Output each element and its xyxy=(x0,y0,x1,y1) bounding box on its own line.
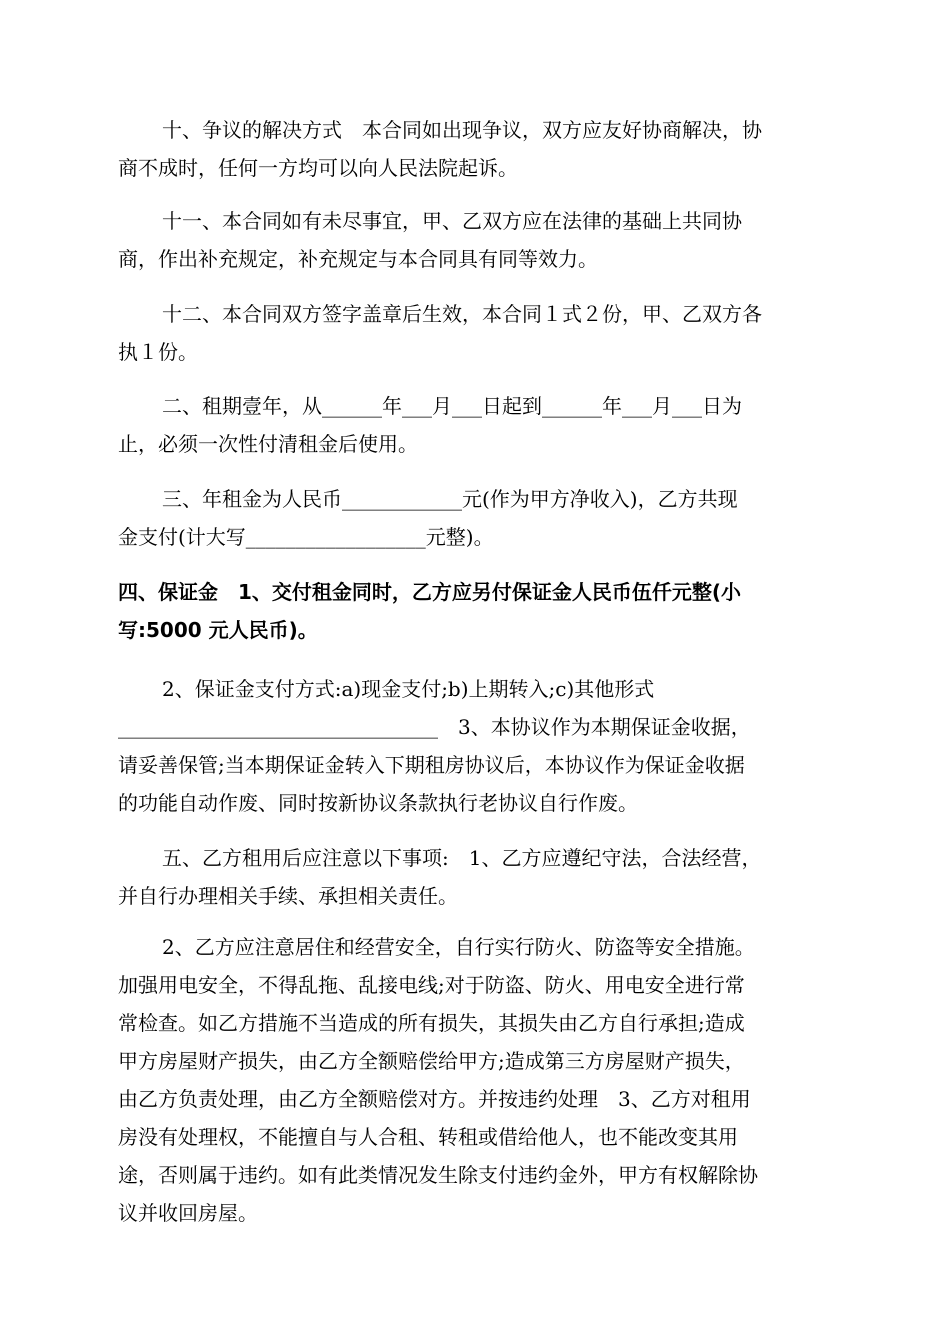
text-line: 由乙方负责处理，由乙方全额赔偿对方。并按违约处理 3、乙方对租用 xyxy=(118,1087,751,1111)
text-line: 四、保证金 1、交付租金同时，乙方应另付保证金人民币伍仟元整(小 xyxy=(118,580,742,604)
text-line: 十、争议的解决方式 本合同如出现争议，双方应友好协商解决，协 xyxy=(162,118,762,142)
paragraph-article-5-safety xyxy=(118,928,834,1232)
paragraph-article-12 xyxy=(118,295,834,371)
text-line: 商，作出补充规定，补充规定与本合同具有同等效力。 xyxy=(118,247,598,271)
paragraph-article-3-rent xyxy=(118,480,834,556)
text-line: 止，必须一次性付清租金后使用。 xyxy=(118,432,418,456)
text-line: 二、租期壹年，从______年___月___日起到______年___月___日为 xyxy=(162,394,742,418)
text-line: ________________________________ 3、本协议作为本期保证金收据， xyxy=(118,715,751,739)
text-line: 的功能自动作废、同时按新协议条款执行老协议自行作废。 xyxy=(118,791,638,815)
text-line: 写:5000 元人民币)。 xyxy=(118,618,318,642)
paragraph-article-10 xyxy=(118,111,834,187)
paragraph-article-4-payment xyxy=(118,670,834,822)
text-line: 途，否则属于违约。如有此类情况发生除支付违约金外，甲方有权解除协 xyxy=(118,1163,758,1187)
text-line: 2、保证金支付方式:a)现金支付;b)上期转入;c)其他形式 xyxy=(162,677,655,701)
text-line: 三、年租金为人民币____________元(作为甲方净收入)，乙方共现 xyxy=(162,487,738,511)
text-line: 加强用电安全，不得乱拖、乱接电线;对于防盗、防火、用电安全进行常 xyxy=(118,973,745,997)
text-line: 五、乙方租用后应注意以下事项: 1、乙方应遵纪守法，合法经营， xyxy=(162,846,762,870)
text-line: 商不成时，任何一方均可以向人民法院起诉。 xyxy=(118,156,518,180)
text-line: 甲方房屋财产损失，由乙方全额赔偿给甲方;造成第三方房屋财产损失， xyxy=(118,1049,745,1073)
text-line: 议并收回房屋。 xyxy=(118,1201,258,1225)
text-line: 请妥善保管;当本期保证金转入下期租房协议后，本协议作为保证金收据 xyxy=(118,753,745,777)
paragraph-article-4-deposit xyxy=(118,573,834,649)
text-line: 执１份。 xyxy=(118,340,198,364)
text-line: 2、乙方应注意居住和经营安全，自行实行防火、防盗等安全措施。 xyxy=(162,935,755,959)
text-line: 十二、本合同双方签字盖章后生效，本合同１式２份，甲、乙双方各 xyxy=(162,302,762,326)
text-line: 并自行办理相关手续、承担相关责任。 xyxy=(118,884,458,908)
text-line: 十一、本合同如有未尽事宜，甲、乙双方应在法律的基础上共同协 xyxy=(162,209,742,233)
paragraph-article-11 xyxy=(118,202,834,278)
paragraph-article-5-notes xyxy=(118,839,834,915)
text-line: 房没有处理权，不能擅自与人合租、转租或借给他人，也不能改变其用 xyxy=(118,1125,738,1149)
text-line: 金支付(计大写__________________元整)。 xyxy=(118,525,494,549)
paragraph-article-2-term xyxy=(118,387,834,463)
text-line: 常检查。如乙方措施不当造成的所有损失，其损失由乙方自行承担;造成 xyxy=(118,1011,745,1035)
